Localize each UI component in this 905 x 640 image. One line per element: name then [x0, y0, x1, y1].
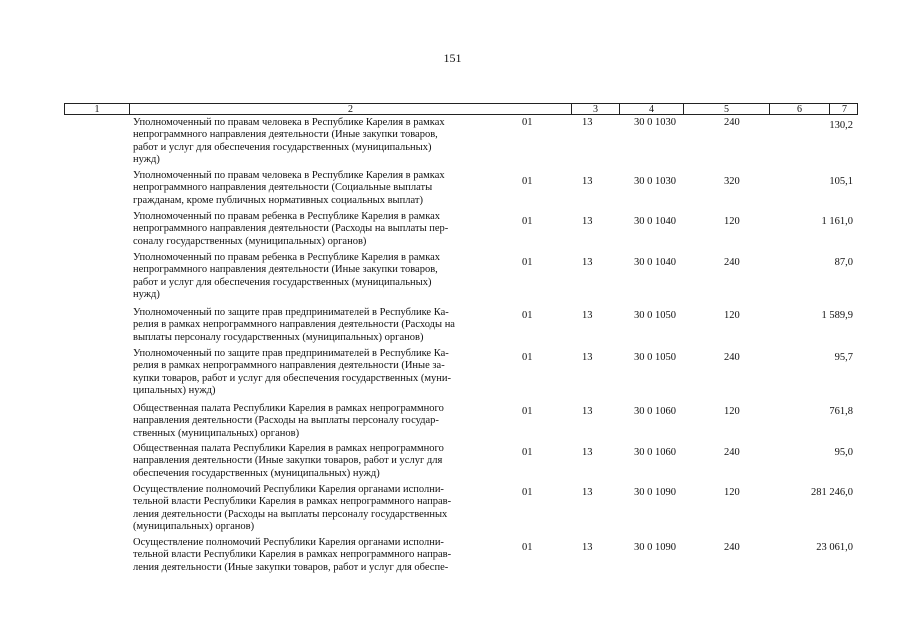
row-description: Уполномоченный по защите прав предпринимателей в Республике Ка- релия в рамках непрограммного направления деятельности (Расходы на выплаты персоналу государственных (муниципальных) органов) [133, 307, 455, 343]
row-section: 01 [522, 487, 533, 498]
row-subsection: 13 [582, 542, 593, 553]
row-target-code: 30 0 1060 [634, 447, 676, 458]
row-expense-type: 120 [724, 406, 740, 417]
row-section: 01 [522, 310, 533, 321]
row-description: Уполномоченный по правам ребенка в Республике Карелия в рамках непрограммного направления деятельности (Иные закупки товаров, работ и услуг для обеспечения государственных (муниципальных) нужд) [133, 252, 441, 301]
row-expense-type: 120 [724, 487, 740, 498]
header-col-6: 6 [769, 104, 829, 115]
page-number: 151 [443, 51, 462, 65]
row-section: 01 [522, 352, 533, 363]
row-description: Общественная палата Республики Карелия в рамках непрограммного направления деятельности (Иные закупки товаров, работ и услуг для обеспечения государственных (муниципальных) нужд) [133, 443, 444, 479]
row-description: Уполномоченный по защите прав предпринимателей в Республике Ка- релия в рамках непрограммного направления деятельности (Иные за- купки товаров, работ и услуг для обеспечения государственных (муни- ципальных) нужд) [133, 348, 451, 397]
row-target-code: 30 0 1040 [634, 216, 676, 227]
row-target-code: 30 0 1040 [634, 257, 676, 268]
row-expense-type: 320 [724, 176, 740, 187]
row-target-code: 30 0 1090 [634, 542, 676, 553]
row-expense-type: 240 [724, 447, 740, 458]
row-amount: 1 161,0 [821, 216, 853, 227]
row-description: Осуществление полномочий Республики Карелия органами исполни- тельной власти Республики Карелия в рамках непрограммного направ- ления деятельности (Расходы на выплаты персоналу государственных (муниципальных) органов) [133, 484, 452, 533]
row-subsection: 13 [582, 176, 593, 187]
row-subsection: 13 [582, 257, 593, 268]
row-amount: 1 589,9 [821, 310, 853, 321]
row-description: Осуществление полномочий Республики Карелия органами исполни- тельной власти Республики Карелия в рамках непрограммного направ- ления деятельности (Иные закупки товаров, работ и услуг для обеспе- [133, 537, 452, 573]
row-description: Уполномоченный по правам ребенка в Республике Карелия в рамках непрограммного направления деятельности (Расходы на выплаты пер- соналу государственных (муниципальных) органов) [133, 211, 449, 247]
row-amount: 95,7 [834, 352, 853, 363]
row-expense-type: 240 [724, 257, 740, 268]
row-target-code: 30 0 1060 [634, 406, 676, 417]
row-section: 01 [522, 117, 533, 128]
row-section: 01 [522, 216, 533, 227]
row-expense-type: 120 [724, 216, 740, 227]
row-expense-type: 120 [724, 310, 740, 321]
row-target-code: 30 0 1090 [634, 487, 676, 498]
row-amount: 281 246,0 [811, 487, 853, 498]
row-expense-type: 240 [724, 352, 740, 363]
row-expense-type: 240 [724, 117, 740, 128]
row-section: 01 [522, 406, 533, 417]
row-subsection: 13 [582, 447, 593, 458]
row-amount: 95,0 [834, 447, 853, 458]
header-col-1: 1 [94, 104, 100, 115]
row-target-code: 30 0 1030 [634, 117, 676, 128]
header-col-7: 7 [829, 104, 859, 115]
header-col-5: 5 [683, 104, 769, 115]
header-col-2: 2 [129, 104, 571, 115]
row-target-code: 30 0 1050 [634, 310, 676, 321]
row-description: Общественная палата Республики Карелия в рамках непрограммного направления деятельности (Расходы на выплаты персоналу государ- ственных (муниципальных) органов) [133, 403, 444, 439]
row-amount: 23 061,0 [816, 542, 853, 553]
table-header [64, 103, 858, 115]
row-section: 01 [522, 447, 533, 458]
row-description: Уполномоченный по правам человека в Республике Карелия в рамках непрограммного направления деятельности (Иные закупки товаров, работ и услуг для обеспечения государственных (муниципальных) нужд) [133, 117, 445, 166]
header-col-4: 4 [619, 104, 683, 115]
row-subsection: 13 [582, 487, 593, 498]
row-subsection: 13 [582, 310, 593, 321]
row-section: 01 [522, 542, 533, 553]
row-amount: 761,8 [829, 406, 853, 417]
row-amount: 130,2 [829, 120, 853, 131]
row-section: 01 [522, 257, 533, 268]
row-target-code: 30 0 1030 [634, 176, 676, 187]
header-col-3: 3 [571, 104, 619, 115]
row-amount: 105,1 [829, 176, 853, 187]
row-description: Уполномоченный по правам человека в Республике Карелия в рамках непрограммного направления деятельности (Социальные выплаты гражданам, кроме публичных нормативных социальных выплат) [133, 170, 445, 206]
row-target-code: 30 0 1050 [634, 352, 676, 363]
row-subsection: 13 [582, 352, 593, 363]
row-subsection: 13 [582, 216, 593, 227]
row-amount: 87,0 [834, 257, 853, 268]
row-section: 01 [522, 176, 533, 187]
row-subsection: 13 [582, 406, 593, 417]
row-subsection: 13 [582, 117, 593, 128]
row-expense-type: 240 [724, 542, 740, 553]
